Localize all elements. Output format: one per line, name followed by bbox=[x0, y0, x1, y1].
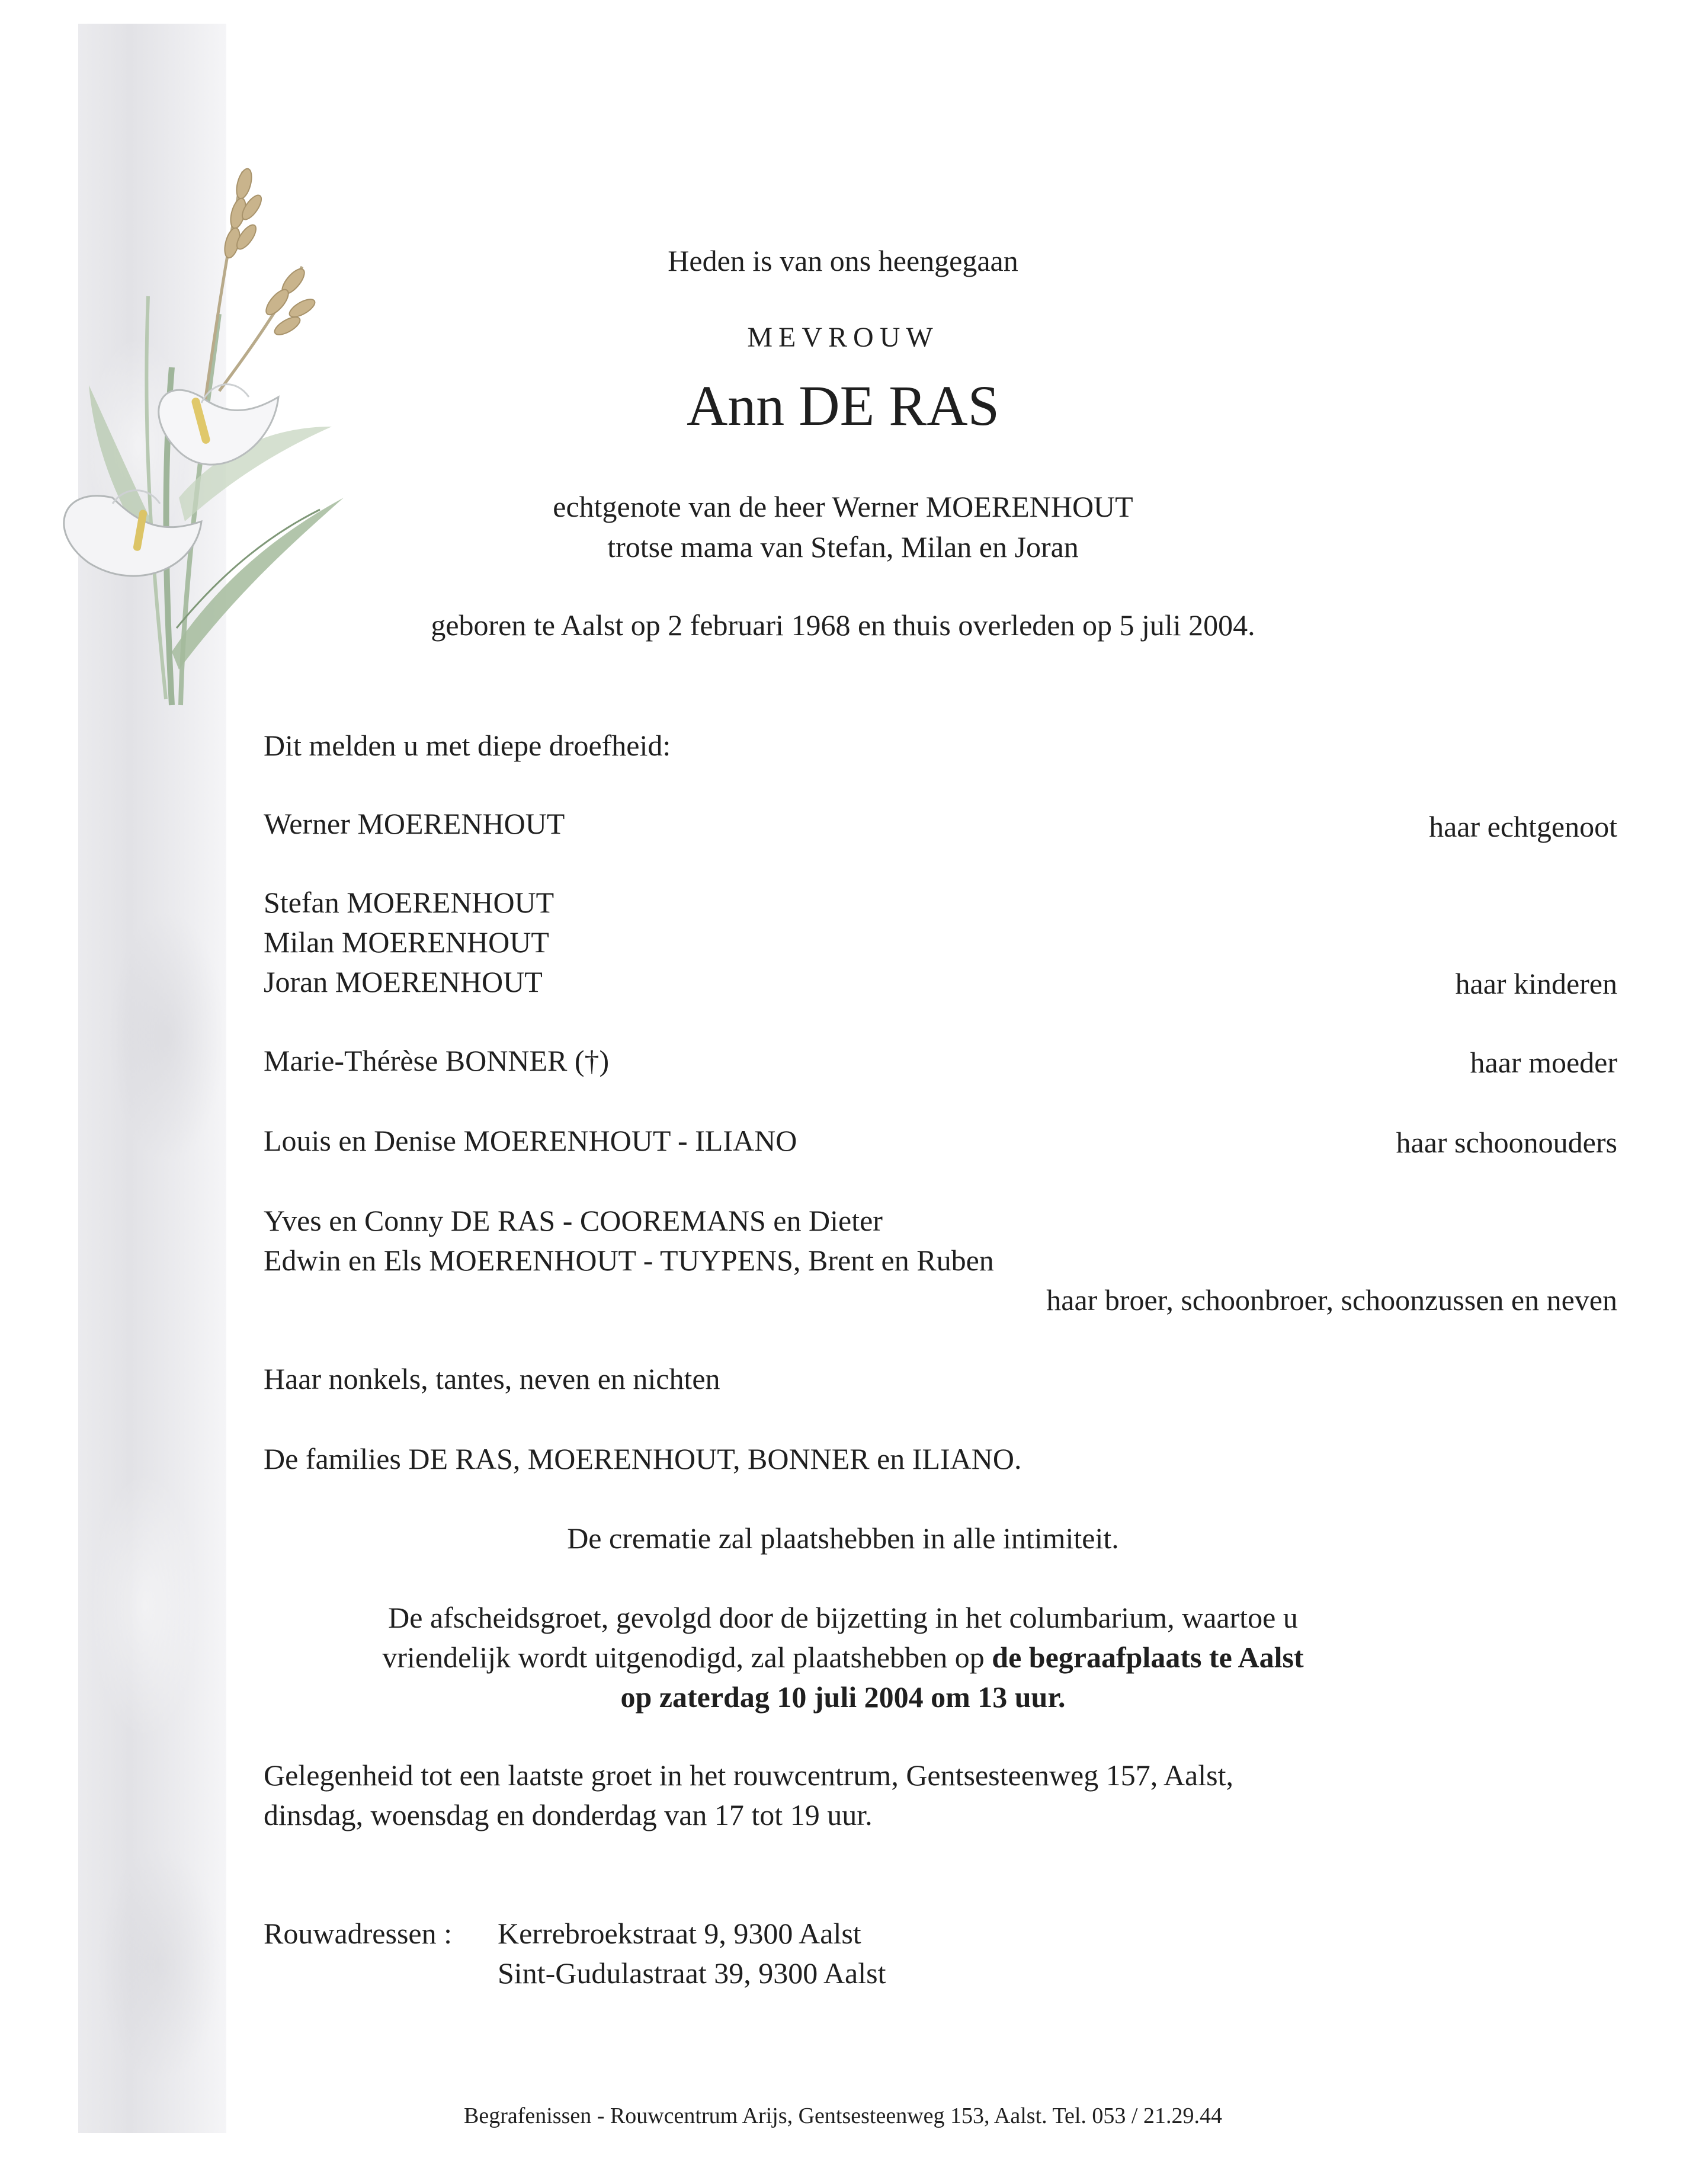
mother-name: Marie-Thérèse BONNER (†) bbox=[264, 1044, 610, 1077]
spouse-name: Werner MOERENHOUT bbox=[264, 807, 565, 840]
address-label: Rouwadressen : bbox=[264, 1917, 452, 1950]
child-name: Milan MOERENHOUT bbox=[264, 926, 549, 959]
siblings-role: haar broer, schoonbroer, schoonzussen en neven bbox=[1046, 1283, 1617, 1317]
birth-death-line: geboren te Aalst op 2 februari 1968 en thuis overleden op 5 juli 2004. bbox=[431, 609, 1255, 642]
announcement: Dit melden u met diepe droefheid: bbox=[264, 729, 671, 762]
in-laws-role: haar schoonouders bbox=[1396, 1126, 1617, 1159]
farewell-line: De afscheidsgroet, gevolgd door de bijzetting in het columbarium, waartoe u bbox=[388, 1601, 1298, 1634]
farewell-line bbox=[0, 1639, 1686, 1675]
child-name: Stefan MOERENHOUT bbox=[264, 886, 554, 919]
address-line: Kerrebroekstraat 9, 9300 Aalst bbox=[498, 1917, 861, 1950]
families-line: De families DE RAS, MOERENHOUT, BONNER en ILIANO. bbox=[264, 1442, 1022, 1475]
siblings-line: Edwin en Els MOERENHOUT - TUYPENS, Brent en Ruben bbox=[264, 1244, 994, 1277]
child-name: Joran MOERENHOUT bbox=[264, 965, 543, 998]
funeral-home-footer: Begrafenissen - Rouwcentrum Arijs, Gentsesteenweg 153, Aalst. Tel. 053 / 21.29.44 bbox=[464, 2103, 1222, 2128]
siblings-line: Yves en Conny DE RAS - COOREMANS en Dieter bbox=[264, 1204, 883, 1237]
farewell-text: vriendelijk wordt uitgenodigd, zal plaatshebben op bbox=[382, 1641, 992, 1674]
visitation-line: Gelegenheid tot een laatste groet in het rouwcentrum, Gentsesteenweg 157, Aalst, bbox=[264, 1759, 1233, 1792]
deceased-name: Ann DE RAS bbox=[686, 374, 1000, 437]
children-relation: trotse mama van Stefan, Milan en Joran bbox=[607, 530, 1079, 563]
salutation: MEVROUW bbox=[747, 322, 939, 353]
farewell-location: de begraafplaats te Aalst bbox=[992, 1641, 1304, 1674]
farewell-date: op zaterdag 10 juli 2004 om 13 uur. bbox=[620, 1680, 1066, 1714]
spouse-relation: echtgenote van de heer Werner MOERENHOUT bbox=[553, 490, 1133, 523]
intro-line: Heden is van ons heengegaan bbox=[668, 244, 1018, 277]
cremation-notice: De crematie zal plaatshebben in alle intimiteit. bbox=[567, 1522, 1119, 1555]
spouse-role: haar echtgenoot bbox=[1429, 810, 1617, 843]
visitation-line: dinsdag, woensdag en donderdag van 17 tot 19 uur. bbox=[264, 1798, 873, 1831]
extended-family: Haar nonkels, tantes, neven en nichten bbox=[264, 1362, 720, 1395]
address-line: Sint-Gudulastraat 39, 9300 Aalst bbox=[498, 1956, 886, 1990]
mother-role: haar moeder bbox=[1470, 1046, 1617, 1079]
in-laws-name: Louis en Denise MOERENHOUT - ILIANO bbox=[264, 1124, 797, 1157]
children-role: haar kinderen bbox=[1455, 967, 1617, 1000]
